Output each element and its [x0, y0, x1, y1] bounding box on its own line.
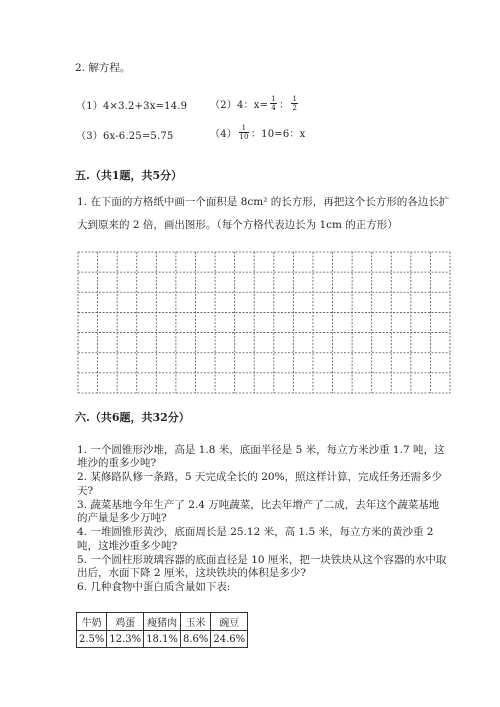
equation-4-suffix: ：10=6：x [250, 129, 306, 140]
fraction-numerator: 1 [271, 95, 276, 103]
table-header-row [77, 613, 248, 631]
table-cell: 18.1% [144, 631, 181, 648]
table-header-cell: 豌豆 [211, 613, 248, 631]
problem-line: 出后，水面下降 2 厘米，这块铁块的体积是多少? [77, 567, 306, 579]
problem-line: 2. 某修路队修一条路，5 天完成全长的 20%，照这样计算，完成任务还需多少 [77, 471, 443, 483]
fraction-denominator: 10 [239, 133, 249, 141]
section-five-line-1: 1. 在下面的方格纸中画一个面积是 8cm² 的长方形，再把这个长方形的各边长扩 [77, 196, 450, 208]
table-cell: 8.6% [180, 631, 210, 648]
equation-4 [210, 124, 305, 141]
problem-line: 天? [77, 485, 94, 497]
fraction-denominator: 4 [271, 104, 276, 112]
equation-2-prefix: （2）4：x= [210, 100, 269, 111]
equation-3: （3）6x-6.25=5.75 [76, 131, 174, 142]
fraction-numerator: 1 [292, 95, 298, 103]
table-row [77, 631, 248, 648]
problem-line: 堆沙的重多少吨? [77, 457, 157, 469]
equation-4-prefix: （4） [210, 129, 237, 140]
table-header-cell: 牛奶 [77, 613, 107, 631]
table-cell: 2.5% [77, 631, 107, 648]
table-header-cell: 瘦猪肉 [144, 613, 181, 631]
section-six-heading: 六.（共6题，共32分） [75, 411, 190, 424]
problem-line: 吨，这堆沙重多少吨? [77, 540, 178, 552]
problem-line: 5. 一个圆柱形玻璃容器的底面直径是 10 厘米，把一块铁块从这个容器的水中取 [77, 554, 447, 566]
problem-line: 的产量是多少万吨? [77, 512, 167, 524]
table-cell: 24.6% [211, 631, 248, 648]
fraction-numerator: 1 [241, 124, 247, 132]
table-header-cell: 鸡蛋 [107, 613, 144, 631]
section-five-line-2: 大到原来的 2 倍，画出图形。（每个方格代表边长为 1cm 的正方形） [77, 219, 398, 231]
section-five-heading: 五.（共1题，共5分） [75, 169, 183, 182]
problem-line: 4. 一堆圆锥形黄沙，底面周长是 25.12 米，高 1.5 米，每立方米的黄沙重 2 [77, 526, 434, 538]
problem-line: 3. 蔬菜基地今年生产了 2.4 万吨蔬菜，比去年增产了二成，去年这个蔬菜基地 [77, 499, 440, 511]
fraction-one-quarter [270, 95, 277, 112]
fraction-one-tenth [239, 124, 249, 141]
table-cell: 12.3% [107, 631, 144, 648]
fraction-one-half [291, 95, 298, 112]
fraction-denominator: 2 [292, 104, 298, 112]
equation-2 [210, 95, 300, 112]
table-header-cell: 玉米 [180, 613, 210, 631]
problem-line: 1. 一个圆锥形沙堆，高是 1.8 米，底面半径是 5 米，每立方米沙重 1.7 吨，这 [77, 444, 445, 456]
equations-title: 2. 解方程。 [75, 62, 131, 74]
problem-line: 6. 几种食物中蛋白质含量如下表: [77, 581, 231, 593]
ratio-separator: ： [279, 100, 290, 111]
protein-content-table [76, 612, 248, 648]
equation-1: （1）4×3.2+3x=14.9 [76, 101, 188, 112]
square-grid-paper [77, 251, 451, 394]
